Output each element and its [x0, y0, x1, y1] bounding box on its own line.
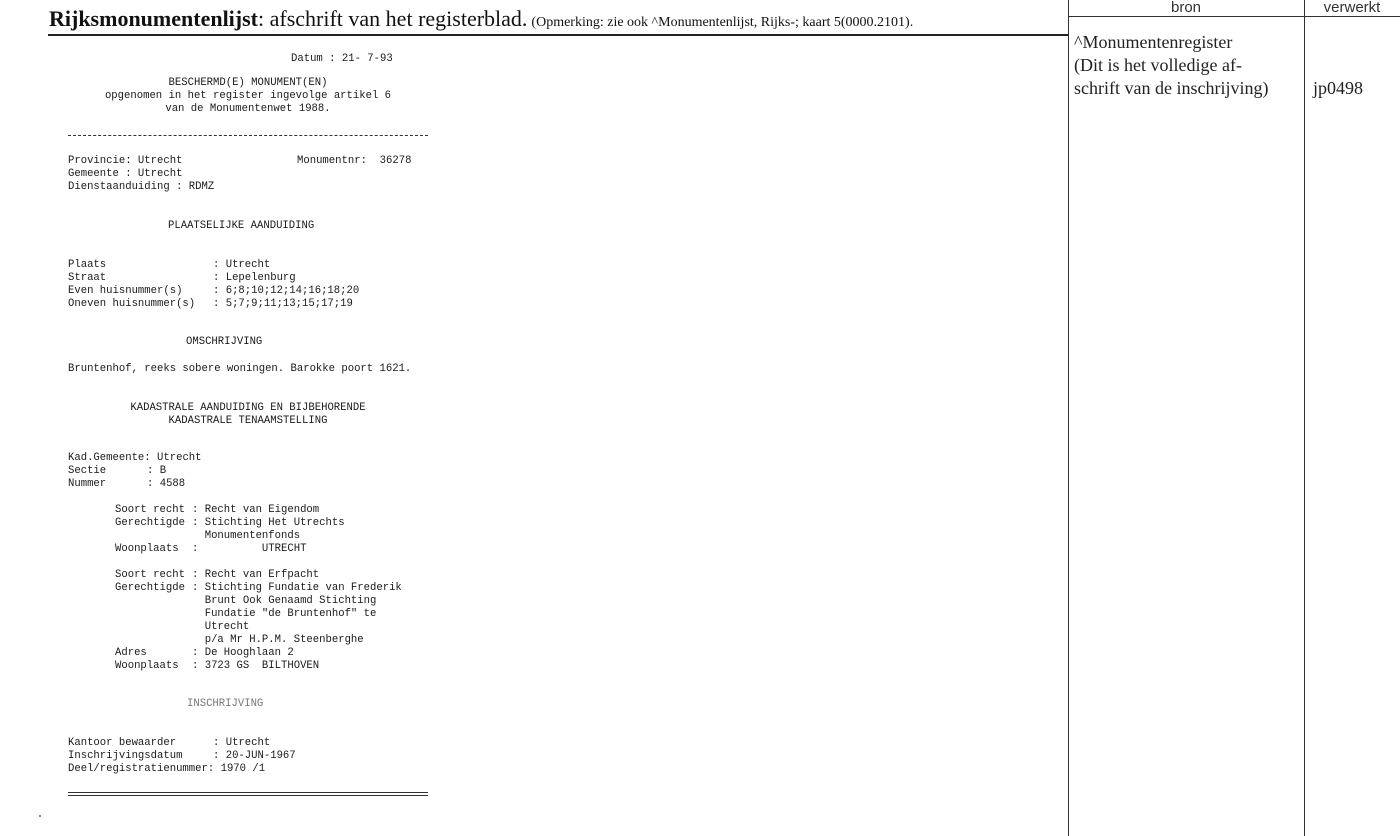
- table-row: [68, 259, 359, 272]
- row-value: : 1970 /1: [207, 763, 266, 775]
- register-heading: [68, 77, 428, 116]
- table-row: [115, 582, 402, 595]
- table-row: [68, 285, 359, 298]
- title-note: (Opmerking: zie ook ^Monumentenlijst, Rijks-; kaart 5(0000.2101).: [531, 15, 914, 30]
- row-label: Plaats: [68, 259, 107, 271]
- row-label: Adres: [115, 647, 147, 659]
- double-rule: [68, 792, 428, 796]
- row-value: : Utrecht: [144, 452, 202, 464]
- row-value: Fundatie "de Bruntenhof" te: [192, 608, 377, 620]
- row-label: Gerechtigde: [115, 517, 185, 529]
- table-row: [115, 543, 345, 556]
- row-value: : 20-JUN-1967: [213, 750, 296, 762]
- document-title: [49, 5, 913, 37]
- row-value: Brunt Ook Genaamd Stichting: [192, 595, 377, 607]
- row-label: Straat: [68, 272, 107, 284]
- kadastrale-line: KADASTRALE AANDUIDING EN BIJBEHORENDE: [130, 402, 366, 414]
- omschrijving-text: Bruntenhof, reeks sobere woningen. Barokke poort 1621.: [68, 363, 412, 375]
- row-label: Nummer: [68, 478, 107, 490]
- table-row: [68, 737, 296, 750]
- register-datum: Datum : 21- 7-93: [291, 53, 393, 65]
- table-row: [115, 530, 345, 543]
- plaats-table: [68, 259, 359, 311]
- row-value: p/a Mr H.P.M. Steenberghe: [192, 634, 364, 646]
- dienstaanduiding-line: Dienstaanduiding : RDMZ: [68, 181, 215, 193]
- table-row: [115, 634, 402, 647]
- row-label: [115, 634, 192, 647]
- title-rule: [48, 34, 1068, 36]
- table-row: [68, 298, 359, 311]
- bron-line: (Dit is het volledige af-: [1074, 55, 1242, 75]
- bron-line: schrift van de inschrijving): [1074, 78, 1269, 98]
- section-kadastrale: [68, 402, 428, 428]
- row-label: Inschrijvingsdatum: [68, 750, 183, 762]
- row-value: : 5;7;9;11;13;15;17;19: [213, 298, 353, 310]
- row-value: : Utrecht: [213, 259, 271, 271]
- scan-speck: [39, 815, 41, 817]
- table-row: [68, 452, 202, 465]
- row-value: : UTRECHT: [192, 543, 307, 555]
- row-value: : Utrecht: [213, 737, 271, 749]
- table-row: [115, 660, 402, 673]
- row-value: : 4588: [147, 478, 186, 490]
- row-value: : Recht van Erfpacht: [192, 569, 320, 581]
- provincie-line: Provincie: Utrecht: [68, 155, 183, 167]
- section-omschrijving: OMSCHRIJVING: [186, 336, 263, 348]
- table-row: [115, 569, 402, 582]
- title-bold: Rijksmonumentenlijst: [49, 6, 259, 31]
- row-label: Kantoor bewaarder: [68, 737, 177, 749]
- table-row: [115, 608, 402, 621]
- table-row: [115, 621, 402, 634]
- gemeente-line: Gemeente : Utrecht: [68, 168, 183, 180]
- heading-line: van de Monumentenwet 1988.: [165, 103, 331, 115]
- table-row: [68, 478, 202, 491]
- row-value: Monumentenfonds: [192, 530, 301, 542]
- header-rule: [1068, 16, 1400, 17]
- row-value: : Stichting Het Utrechts: [192, 517, 345, 529]
- row-value: : De Hooghlaan 2: [192, 647, 294, 659]
- table-row: [68, 272, 359, 285]
- row-label: Woonplaats: [115, 660, 179, 672]
- row-value: : Recht van Eigendom: [192, 504, 320, 516]
- section-plaatselijke-aanduiding: PLAATSELIJKE AANDUIDING: [168, 220, 315, 232]
- column-divider-left: [1068, 0, 1069, 836]
- row-value: : B: [147, 465, 167, 477]
- row-label: Kad.Gemeente: [68, 452, 145, 464]
- row-label: Sectie: [68, 465, 107, 477]
- row-label: Deel/registratienummer: [68, 763, 208, 775]
- row-label: [115, 621, 192, 634]
- row-value: : 3723 GS BILTHOVEN: [192, 660, 320, 672]
- column-divider-right: [1304, 0, 1305, 836]
- table-row: [115, 595, 402, 608]
- verwerkt-cell: jp0498: [1313, 78, 1364, 98]
- title-main: : afschrift van het registerblad.: [258, 6, 528, 31]
- inschrijving-table: [68, 737, 296, 776]
- row-value: : Stichting Fundatie van Frederik: [192, 582, 402, 594]
- monumentnr-line: Monumentnr: 36278: [297, 155, 412, 167]
- heading-line: opgenomen in het register ingevolge artikel 6: [104, 90, 392, 102]
- column-header-verwerkt: verwerkt: [1323, 0, 1381, 16]
- table-row: [68, 465, 202, 478]
- table-row: [68, 763, 296, 776]
- row-label: Soort recht: [115, 569, 185, 581]
- dashed-separator: [68, 135, 428, 136]
- kad-table: [68, 452, 202, 491]
- row-label: [115, 608, 192, 621]
- table-row: [115, 647, 402, 660]
- row-label: Even huisnummer(s): [68, 285, 183, 297]
- table-row: [115, 517, 345, 530]
- row-label: [115, 595, 192, 608]
- recht2-table: [115, 569, 402, 673]
- kadastrale-line: KADASTRALE TENAAMSTELLING: [168, 415, 328, 427]
- bron-cell: [1074, 31, 1302, 100]
- row-label: Oneven huisnummer(s): [68, 298, 196, 310]
- row-label: Soort recht: [115, 504, 185, 516]
- bron-line: ^Monumentenregister: [1074, 32, 1233, 52]
- column-header-bron: bron: [1170, 0, 1202, 16]
- recht1-table: [115, 504, 345, 556]
- row-label: Gerechtigde: [115, 582, 185, 594]
- row-label: [115, 530, 192, 543]
- row-label: Woonplaats: [115, 543, 179, 555]
- table-row: [115, 504, 345, 517]
- row-value: : Lepelenburg: [213, 272, 296, 284]
- row-value: Utrecht: [192, 621, 250, 633]
- heading-line: BESCHERMD(E) MONUMENT(EN): [168, 77, 328, 89]
- section-inschrijving: INSCHRIJVING: [187, 698, 264, 710]
- table-row: [68, 750, 296, 763]
- row-value: : 6;8;10;12;14;16;18;20: [213, 285, 360, 297]
